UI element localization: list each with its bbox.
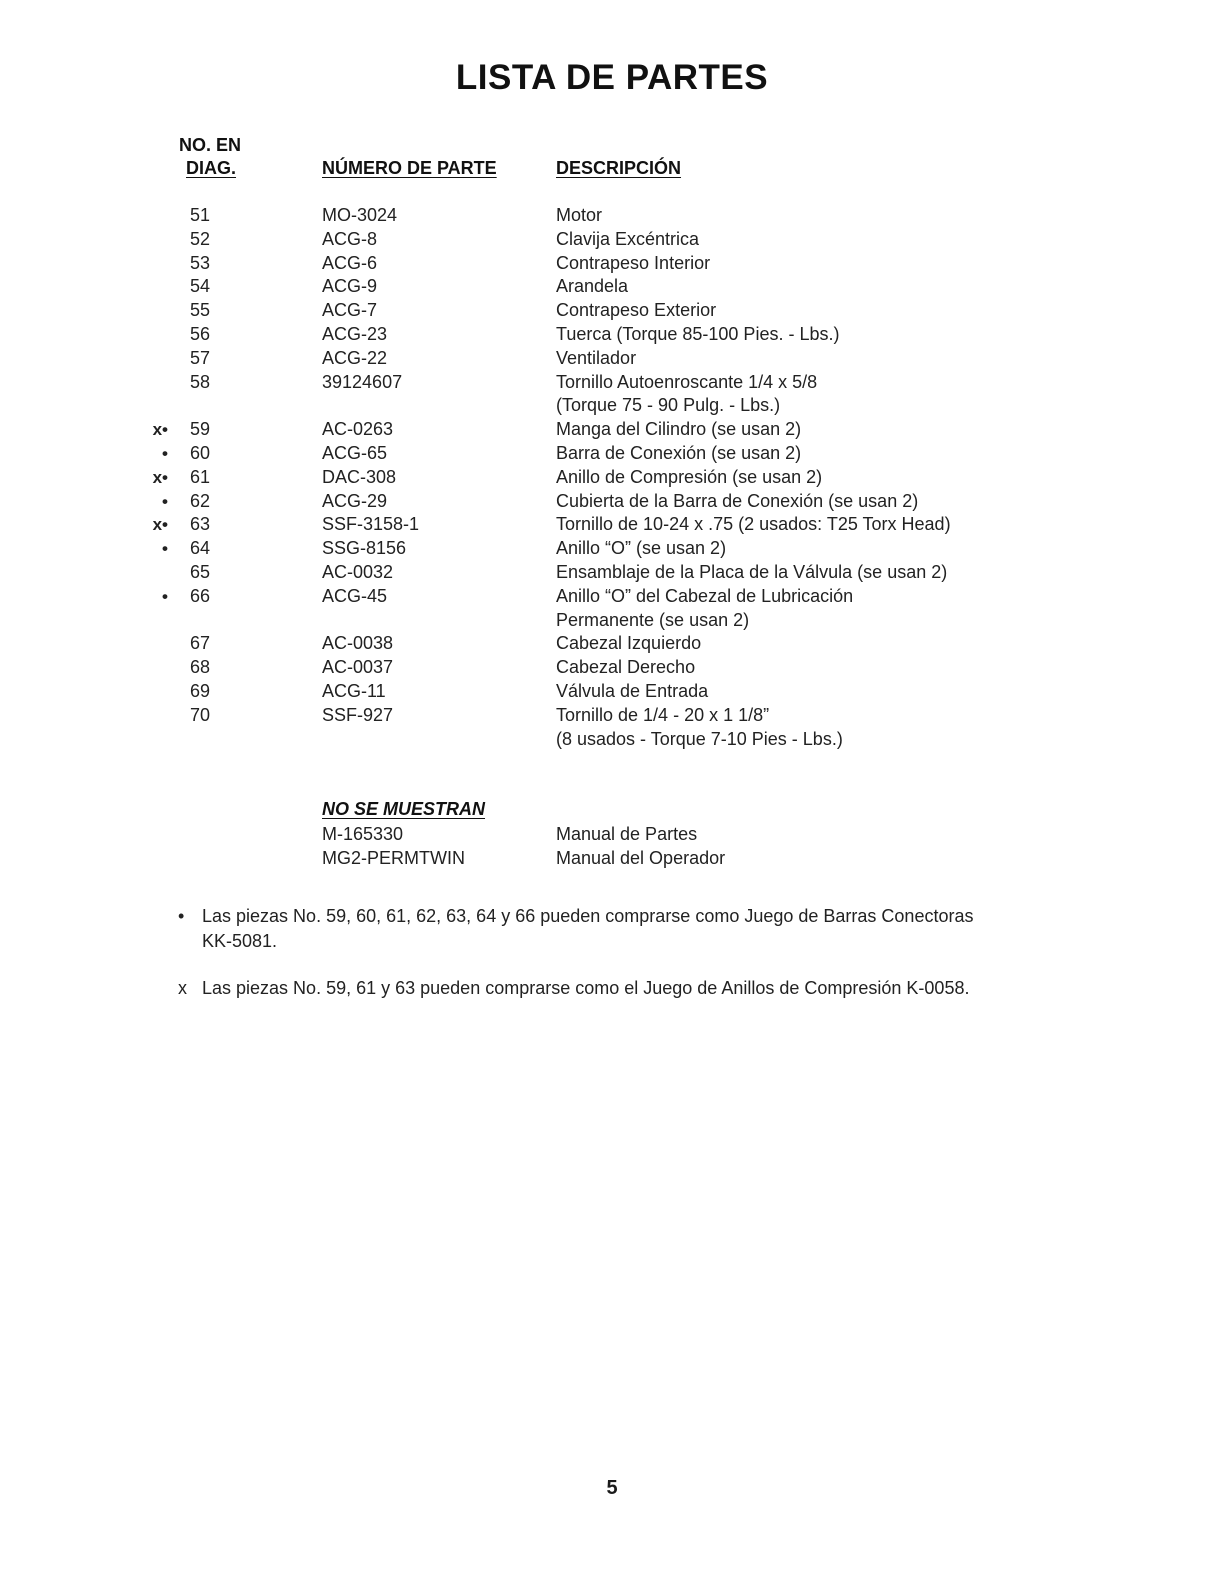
- page-title: LISTA DE PARTES: [455, 58, 769, 97]
- table-row: [0, 561, 1224, 585]
- part-description: Manual del Operador: [556, 847, 726, 868]
- part-description: Manga del Cilindro (se usan 2): [556, 419, 802, 440]
- diagram-number: 66: [190, 585, 211, 606]
- part-description: Válvula de Entrada: [556, 680, 709, 701]
- part-description: Cubierta de la Barra de Conexión (se usan 2): [556, 490, 919, 511]
- diagram-number: 53: [190, 252, 211, 273]
- note-kit-compression-rings: [178, 976, 978, 1001]
- part-description: Arandela: [556, 276, 629, 297]
- row-mark: •: [162, 491, 168, 511]
- part-number: ACG-9: [322, 276, 378, 297]
- part-number: ACG-29: [322, 490, 388, 511]
- table-row: [0, 585, 1224, 609]
- part-number: SSG-8156: [322, 538, 407, 559]
- part-description: Clavija Excéntrica: [556, 228, 700, 249]
- diagram-number: 63: [190, 514, 211, 535]
- part-number: ACG-22: [322, 347, 388, 368]
- not-shown-title: NO SE MUESTRAN: [322, 799, 486, 819]
- row-mark: x•: [152, 515, 168, 535]
- row-mark: •: [162, 586, 168, 606]
- part-description: Barra de Conexión (se usan 2): [556, 442, 802, 463]
- part-description: Anillo “O” del Cabezal de Lubricación: [556, 585, 854, 606]
- table-row: [0, 323, 1224, 347]
- table-row: [0, 513, 1224, 537]
- part-number: ACG-45: [322, 585, 388, 606]
- table-row: [0, 418, 1224, 442]
- not-shown-list: [0, 823, 1224, 871]
- part-number: AC-0037: [322, 657, 394, 678]
- part-description: Tornillo de 1/4 - 20 x 1 1/8”: [556, 704, 770, 725]
- not-shown-row: [0, 823, 1224, 847]
- table-row: [0, 252, 1224, 276]
- page-number: 5: [606, 1477, 618, 1499]
- header-part-number: NÚMERO DE PARTE: [322, 158, 497, 178]
- table-row: [0, 680, 1224, 704]
- part-number: ACG-65: [322, 442, 388, 463]
- header-description: DESCRIPCIÓN: [556, 158, 682, 178]
- diagram-number: 60: [190, 442, 211, 463]
- diagram-number: 70: [190, 704, 211, 725]
- diagram-number: 55: [190, 300, 211, 321]
- table-row: [0, 299, 1224, 323]
- table-row: [0, 466, 1224, 490]
- table-row: [0, 704, 1224, 728]
- note-text: Las piezas No. 59, 60, 61, 62, 63, 64 y 66 pueden comprarse como Juego de Barras Conectoras KK-5081.: [202, 906, 974, 951]
- part-description: Anillo de Compresión (se usan 2): [556, 466, 823, 487]
- diagram-number: 61: [190, 466, 211, 487]
- row-mark: x•: [152, 467, 168, 487]
- diagram-number: 56: [190, 323, 211, 344]
- part-description: Contrapeso Interior: [556, 252, 711, 273]
- part-description: Anillo “O” (se usan 2): [556, 538, 727, 559]
- part-description: Manual de Partes: [556, 824, 698, 844]
- part-description: Cabezal Derecho: [556, 657, 696, 678]
- part-number: ACG-7: [322, 300, 378, 321]
- diagram-number: 59: [190, 419, 211, 440]
- table-row: [0, 442, 1224, 466]
- part-number: MG2-PERMTWIN: [322, 847, 465, 868]
- diagram-number: 67: [190, 633, 211, 654]
- part-description: Tuerca (Torque 85-100 Pies. - Lbs.): [556, 323, 840, 344]
- table-row: [0, 347, 1224, 371]
- part-number: AC-0032: [322, 561, 394, 582]
- diagram-number: 54: [190, 276, 211, 297]
- note-x-symbol: x: [178, 978, 187, 998]
- table-row: [0, 609, 1224, 633]
- table-row: [0, 537, 1224, 561]
- part-number: AC-0038: [322, 633, 394, 654]
- parts-table: [0, 204, 1224, 751]
- table-row: [0, 632, 1224, 656]
- diagram-number: 58: [190, 371, 211, 392]
- diagram-number: 69: [190, 680, 211, 701]
- row-mark: x•: [152, 420, 168, 440]
- table-row: [0, 656, 1224, 680]
- part-description: Motor: [556, 205, 603, 225]
- note-bullet-symbol: •: [178, 906, 185, 926]
- part-description: Permanente (se usan 2): [556, 609, 750, 630]
- part-description: Tornillo de 10-24 x .75 (2 usados: T25 Torx Head): [556, 514, 951, 535]
- part-number: SSF-927: [322, 704, 394, 725]
- table-row: [0, 490, 1224, 514]
- part-description: (Torque 75 - 90 Pulg. - Lbs.): [556, 395, 781, 416]
- row-mark: •: [162, 443, 168, 463]
- part-number: MO-3024: [322, 205, 398, 225]
- table-row: [0, 728, 1224, 752]
- row-mark: •: [162, 539, 168, 559]
- diagram-number: 51: [190, 205, 211, 225]
- part-number: SSF-3158-1: [322, 514, 420, 535]
- table-row: [0, 371, 1224, 395]
- part-description: Ventilador: [556, 347, 637, 368]
- diagram-number: 68: [190, 657, 211, 678]
- part-description: Tornillo Autoenroscante 1/4 x 5/8: [556, 371, 818, 392]
- diagram-number: 64: [190, 538, 211, 559]
- note-text: Las piezas No. 59, 61 y 63 pueden comprarse como el Juego de Anillos de Compresión K-0058.: [202, 978, 970, 998]
- part-number: ACG-8: [322, 228, 378, 249]
- part-number: AC-0263: [322, 419, 394, 440]
- header-diag: DIAG.: [186, 158, 237, 178]
- part-number: ACG-11: [322, 680, 386, 701]
- diagram-number: 62: [190, 490, 211, 511]
- table-row: [0, 394, 1224, 418]
- diagram-number: 52: [190, 228, 211, 249]
- part-description: Ensamblaje de la Placa de la Válvula (se usan 2): [556, 561, 948, 582]
- table-row: [0, 275, 1224, 299]
- not-shown-row: [0, 847, 1224, 871]
- part-number: 39124607: [322, 371, 403, 392]
- part-number: ACG-6: [322, 252, 378, 273]
- table-row: [0, 228, 1224, 252]
- diagram-number: 57: [190, 347, 211, 368]
- part-description: Cabezal Izquierdo: [556, 633, 702, 654]
- part-number: DAC-308: [322, 466, 397, 487]
- diagram-number: 65: [190, 561, 211, 582]
- header-no-en: NO. EN: [179, 135, 242, 155]
- note-kit-connecting-bars: [178, 904, 978, 954]
- part-number: M-165330: [322, 824, 404, 844]
- part-description: Contrapeso Exterior: [556, 300, 717, 321]
- part-number: ACG-23: [322, 323, 388, 344]
- part-description: (8 usados - Torque 7-10 Pies - Lbs.): [556, 728, 843, 749]
- table-row: [0, 204, 1224, 228]
